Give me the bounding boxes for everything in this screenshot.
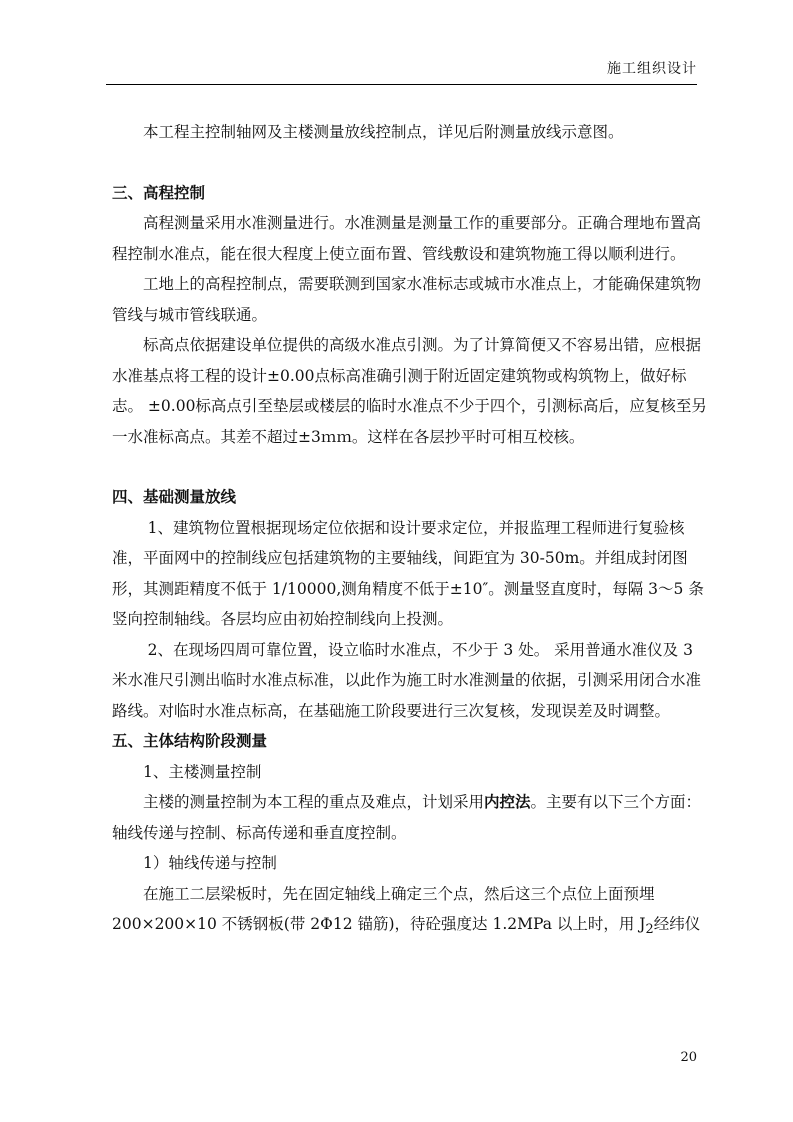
header-divider <box>106 84 697 85</box>
page-header-title: 施工组织设计 <box>607 61 697 77</box>
paragraph <box>112 879 712 946</box>
paragraph: 标高点依据建设单位提供的高级水准点引测。为了计算简便又不容易出错，应根据水准基点将工程的设计±0.00点标高准确引测于附近固定建筑物或构筑物上，做好标志。 ±0.00标高点引至垫层或楼层的临时水准点不少于四个，引测标高后，应复核至另一水准标高点。其差不超过±3ｍｍ。这样在各层抄平时可相互校核。 <box>112 336 707 446</box>
section-heading: 五、主体结构阶段测量 <box>112 731 268 750</box>
paragraph-text: 主楼的测量控制为本工程的重点及难点，计划采用 <box>143 793 485 811</box>
paragraph-text: 。主要有以下三个方面：轴线传递与控制、标高传递和垂直度控制。 <box>112 793 702 842</box>
section-heading: 三、高程控制 <box>112 182 206 202</box>
paragraph-text: 经纬仪 <box>653 915 701 933</box>
paragraph: 高程测量采用水准测量进行。水准测量是测量工作的重要部分。正确合理地布置高程控制水准点，能在很大程度上使立面布置、管线敷设和建筑物施工得以顺利进行。 <box>112 214 702 263</box>
document-body <box>112 117 712 946</box>
paragraph-text: 在施工二层梁板时，先在固定轴线上确定三个点，然后这三个点位上面预埋200×200×10 不锈钢板(带 2Φ12 锚筋)，待砼强度达 1.2MPa 以上时，用 J <box>112 884 655 933</box>
section-heading: 四、基础测量放线 <box>112 487 237 506</box>
paragraph: 本工程主控制轴网及主楼测量放线控制点，详见后附测量放线示意图。 <box>143 123 624 141</box>
subscript-text: 2 <box>645 922 654 938</box>
paragraph <box>112 787 712 848</box>
spacer <box>112 148 712 178</box>
page-number: 20 <box>680 1050 697 1065</box>
paragraph: 1、建筑物位置根据现场定位依据和设计要求定位，并报监理工程师进行复验核准，平面网中的控制线应包括建筑物的主要轴线，间距宜为 30-50m。并组成封闭图形，其测距精度不低于 1/10000,测角精度不低于±10″。测量竖直度时，每隔 3～5 条竖向控制轴线。各层均应由初始控制线向上投测。 <box>112 518 704 628</box>
spacer <box>112 452 712 482</box>
subsection-heading: 1、主楼测量控制 <box>143 762 262 781</box>
subsection-heading: 1）轴线传递与控制 <box>143 854 277 872</box>
emphasis-text: 内控法 <box>484 792 531 811</box>
paragraph: 2、在现场四周可靠位置，设立临时水准点，不少于 3 处。 采用普通水准仪及 3 米水准尺引测出临时水准点标准，以此作为施工时水准测量的依据，引测采用闭合水准路线。对临时水准点标高，在基础施工阶段要进行三次复核，发现误差及时调整。 <box>112 640 702 720</box>
paragraph: 工地上的高程控制点，需要联测到国家水准标志或城市水准点上，才能确保建筑物管线与城市管线联通。 <box>112 275 702 324</box>
